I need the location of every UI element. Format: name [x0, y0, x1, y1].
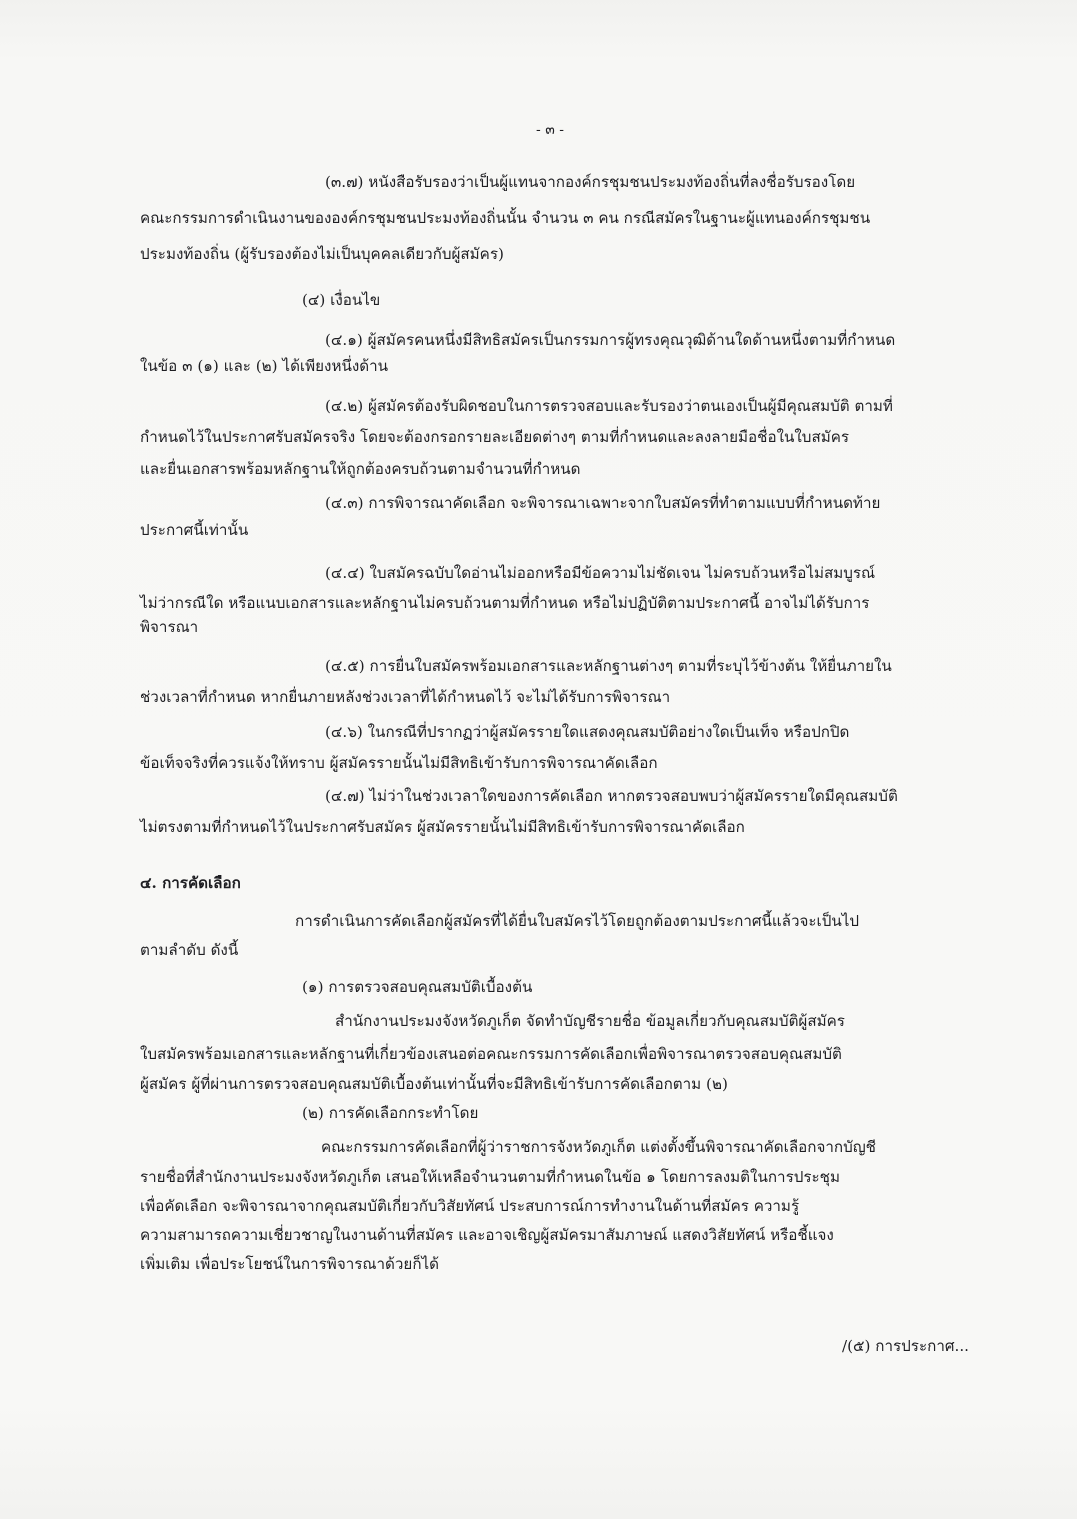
page-number: - ๓ -	[536, 122, 564, 138]
text-line: (๔.๕) การยื่นใบสมัครพร้อมเอกสารและหลักฐานต่างๆ ตามที่ระบุไว้ข้างต้น ให้ยื่นภายใน	[325, 657, 892, 675]
text-line: ประกาศนี้เท่านั้น	[140, 521, 249, 539]
text-line: ไม่ว่ากรณีใด หรือแนบเอกสารและหลักฐานไม่ครบถ้วนตามที่กำหนด หรือไม่ปฏิบัติตามประกาศนี้ อาจไม่ได้รับการ	[140, 594, 870, 612]
text-line: การดำเนินการคัดเลือกผู้สมัครที่ได้ยื่นใบสมัครไว้โดยถูกต้องตามประกาศนี้แล้วจะเป็นไป	[295, 912, 860, 930]
text-line: เพื่อคัดเลือก จะพิจารณาจากคุณสมบัติเกี่ยวกับวิสัยทัศน์ ประสบการณ์การทำงานในด้านที่สมัคร ความรู้	[140, 1197, 800, 1215]
continuation-note: /(๕) การประกาศ...	[842, 1337, 969, 1355]
text-line: (๓.๗) หนังสือรับรองว่าเป็นผู้แทนจากองค์กรชุมชนประมงท้องถิ่นที่ลงชื่อรับรองโดย	[325, 173, 856, 191]
text-line: (๔.๓) การพิจารณาคัดเลือก จะพิจารณาเฉพาะจากใบสมัครที่ทำตามแบบที่กำหนดท้าย	[325, 494, 881, 512]
text-line: คณะกรรมการดำเนินงานขององค์กรชุมชนประมงท้องถิ่นนั้น จำนวน ๓ คน กรณีสมัครในฐานะผู้แทนองค์กรชุมชน	[140, 209, 871, 227]
text-line: ประมงท้องถิ่น (ผู้รับรองต้องไม่เป็นบุคคลเดียวกับผู้สมัคร)	[140, 245, 504, 263]
text-line: ความสามารถความเชี่ยวชาญในงานด้านที่สมัคร และอาจเชิญผู้สมัครมาสัมภาษณ์ แสดงวิสัยทัศน์ หรือชี้แจง	[140, 1226, 834, 1244]
text-line: รายชื่อที่สำนักงานประมงจังหวัดภูเก็ต เสนอให้เหลือจำนวนตามที่กำหนดในข้อ ๑ โดยการลงมติในการประชุม	[140, 1168, 840, 1186]
text-line: พิจารณา	[140, 618, 199, 636]
text-line: ในข้อ ๓ (๑) และ (๒) ได้เพียงหนึ่งด้าน	[140, 357, 389, 375]
text-line: ตามลำดับ ดังนี้	[140, 941, 239, 959]
text-line: (๔.๗) ไม่ว่าในช่วงเวลาใดของการคัดเลือก หากตรวจสอบพบว่าผู้สมัครรายใดมีคุณสมบัติ	[325, 787, 898, 805]
text-line: (๔.๖) ในกรณีที่ปรากฏว่าผู้สมัครรายใดแสดงคุณสมบัติอย่างใดเป็นเท็จ หรือปกปิด	[325, 723, 850, 741]
text-line: (๔.๑) ผู้สมัครคนหนึ่งมีสิทธิสมัครเป็นกรรมการผู้ทรงคุณวุฒิด้านใดด้านหนึ่งตามที่กำหนด	[325, 331, 896, 349]
text-line: (๔.๒) ผู้สมัครต้องรับผิดชอบในการตรวจสอบและรับรองว่าตนเองเป็นผู้มีคุณสมบัติ ตามที่	[325, 397, 893, 415]
text-line: สำนักงานประมงจังหวัดภูเก็ต จัดทำบัญชีรายชื่อ ข้อมูลเกี่ยวกับคุณสมบัติผู้สมัคร	[335, 1012, 845, 1030]
text-line: (๔.๔) ใบสมัครฉบับใดอ่านไม่ออกหรือมีข้อความไม่ชัดเจน ไม่ครบถ้วนหรือไม่สมบูรณ์	[325, 564, 876, 582]
subsection-heading: (๑) การตรวจสอบคุณสมบัติเบื้องต้น	[302, 978, 533, 996]
text-line: และยื่นเอกสารพร้อมหลักฐานให้ถูกต้องครบถ้วนตามจำนวนที่กำหนด	[140, 460, 581, 478]
text-line: ผู้สมัคร ผู้ที่ผ่านการตรวจสอบคุณสมบัติเบื้องต้นเท่านั้นที่จะมีสิทธิเข้ารับการคัดเลือกตาม (๒)	[140, 1075, 728, 1093]
text-line: เพิ่มเติม เพื่อประโยชน์ในการพิจารณาด้วยก็ได้	[140, 1255, 440, 1273]
text-line: คณะกรรมการคัดเลือกที่ผู้ว่าราชการจังหวัดภูเก็ต แต่งตั้งขึ้นพิจารณาคัดเลือกจากบัญชี	[321, 1138, 876, 1156]
text-line: กำหนดไว้ในประกาศรับสมัครจริง โดยจะต้องกรอกรายละเอียดต่างๆ ตามที่กำหนดและลงลายมือชื่อในใบสมัคร	[140, 428, 850, 446]
text-line: ไม่ตรงตามที่กำหนดไว้ในประกาศรับสมัคร ผู้สมัครรายนั้นไม่มีสิทธิเข้ารับการพิจารณาคัดเลือก	[140, 818, 745, 836]
section-heading: ๔. การคัดเลือก	[140, 874, 241, 892]
text-line: ช่วงเวลาที่กำหนด หากยื่นภายหลังช่วงเวลาที่ได้กำหนดไว้ จะไม่ได้รับการพิจารณา	[140, 688, 671, 706]
subsection-heading: (๒) การคัดเลือกกระทำโดย	[302, 1104, 479, 1122]
text-line: ใบสมัครพร้อมเอกสารและหลักฐานที่เกี่ยวข้องเสนอต่อคณะกรรมการคัดเลือกเพื่อพิจารณาตรวจสอบคุณสมบัติ	[140, 1045, 842, 1063]
subsection-heading: (๔) เงื่อนไข	[302, 291, 381, 309]
text-line: ข้อเท็จจริงที่ควรแจ้งให้ทราบ ผู้สมัครรายนั้นไม่มีสิทธิเข้ารับการพิจารณาคัดเลือก	[140, 754, 658, 772]
